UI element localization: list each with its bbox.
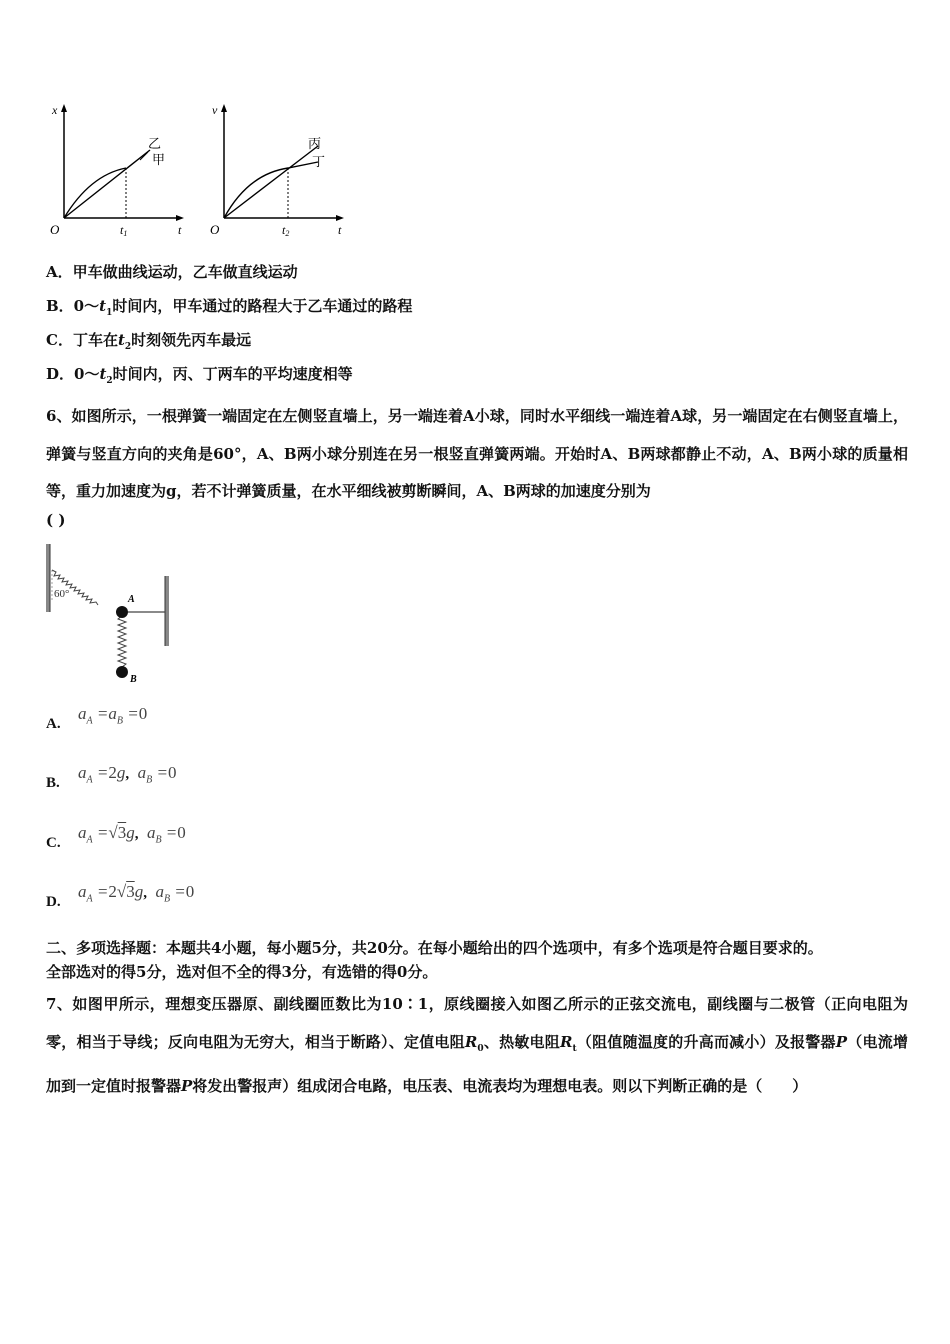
angle-label: 60° (54, 588, 70, 600)
formula-c: $a_A =√3g$, $a_B =0$ (78, 823, 186, 846)
q6-stem: 6、如图所示，一根弹簧一端固定在左侧竖直墙上，另一端连着A小球，同时水平细线一端连着A球，另一端固定在右侧竖直墙上，弹簧与竖直方向的夹角是60°，A、B两小球分别连在另一根竖直弹簧两端。开始时A、B两球都静止不动，A、B两小球的质量相等，重力加速度为g，若不计弹簧质量，在水平细线被剪断瞬间，A、B两球的加速度分别为 (46, 407, 908, 500)
graph-x-t (40, 100, 200, 240)
label-jia: 甲 (152, 152, 166, 167)
q5-option-c: C．丁车在$t_2$时刻领先丙车最远 (46, 331, 252, 352)
origin-label-2: O (210, 222, 220, 237)
section2-line2: 全部选对的得5分，选对但不全的得3分，有选错的得0分。 (46, 963, 438, 981)
axis-label-v: v (212, 103, 218, 117)
tick-t2: t2 (282, 223, 290, 238)
vertical-spring (118, 616, 126, 667)
formula-a: $a_A =a_B =0$ (78, 704, 148, 727)
ball-b-label: B (130, 674, 137, 685)
label-ding: 丁 (312, 154, 326, 169)
label-bing: 丙 (308, 136, 322, 151)
q7-stem: 7、如图甲所示，理想变压器原、副线圈匝数比为10∶1，原线圈接入如图乙所示的正弦交流电，副线圈与二极管（正向电阻为零，相当于导线；反向电阻为无穷大，相当于断路）、定值电阻$R_0$、热敏电阻$R_t$（阻值随温度的升高而减小）及报警器P（电流增加到一定值时报警器P将发出警报声）组成闭合电路，电压表、电流表均为理想电表。则以下判断正确的是（ ） (46, 995, 908, 1095)
q5-option-b: B．$0\sim t_1$时间内，甲车通过的路程大于乙车通过的路程 (46, 297, 413, 318)
q6-paren: ( ) (46, 511, 66, 529)
section2-line1: 二、多项选择题：本题共4小题，每小题5分，共20分。在每小题给出的四个选项中，有多个选项是符合题目要求的。 (46, 939, 823, 957)
formula-d: $a_A =2√3g$, $a_B =0$ (78, 882, 195, 905)
spring-figure (40, 542, 180, 692)
axis-label-x: x (52, 103, 58, 117)
origin-label: O (50, 222, 60, 237)
graph-v-t (200, 100, 360, 240)
ball-a-label: A (128, 594, 135, 605)
q5-option-d: D．$0\sim t_2$时间内，丙、丁两车的平均速度相等 (46, 365, 353, 386)
line-yi (64, 150, 150, 218)
formula-b: $a_A =2g$, $a_B =0$ (78, 763, 177, 786)
axis-label-t2: t (338, 223, 342, 237)
q5-option-a: A．甲车做曲线运动，乙车做直线运动 (46, 263, 298, 281)
ball-b (116, 666, 128, 678)
axis-label-t: t (178, 223, 182, 237)
tick-t1: t1 (120, 223, 128, 238)
curve-ding (224, 162, 318, 218)
label-yi: 乙 (148, 136, 162, 151)
ball-a (116, 606, 128, 618)
line-bing (224, 146, 318, 218)
